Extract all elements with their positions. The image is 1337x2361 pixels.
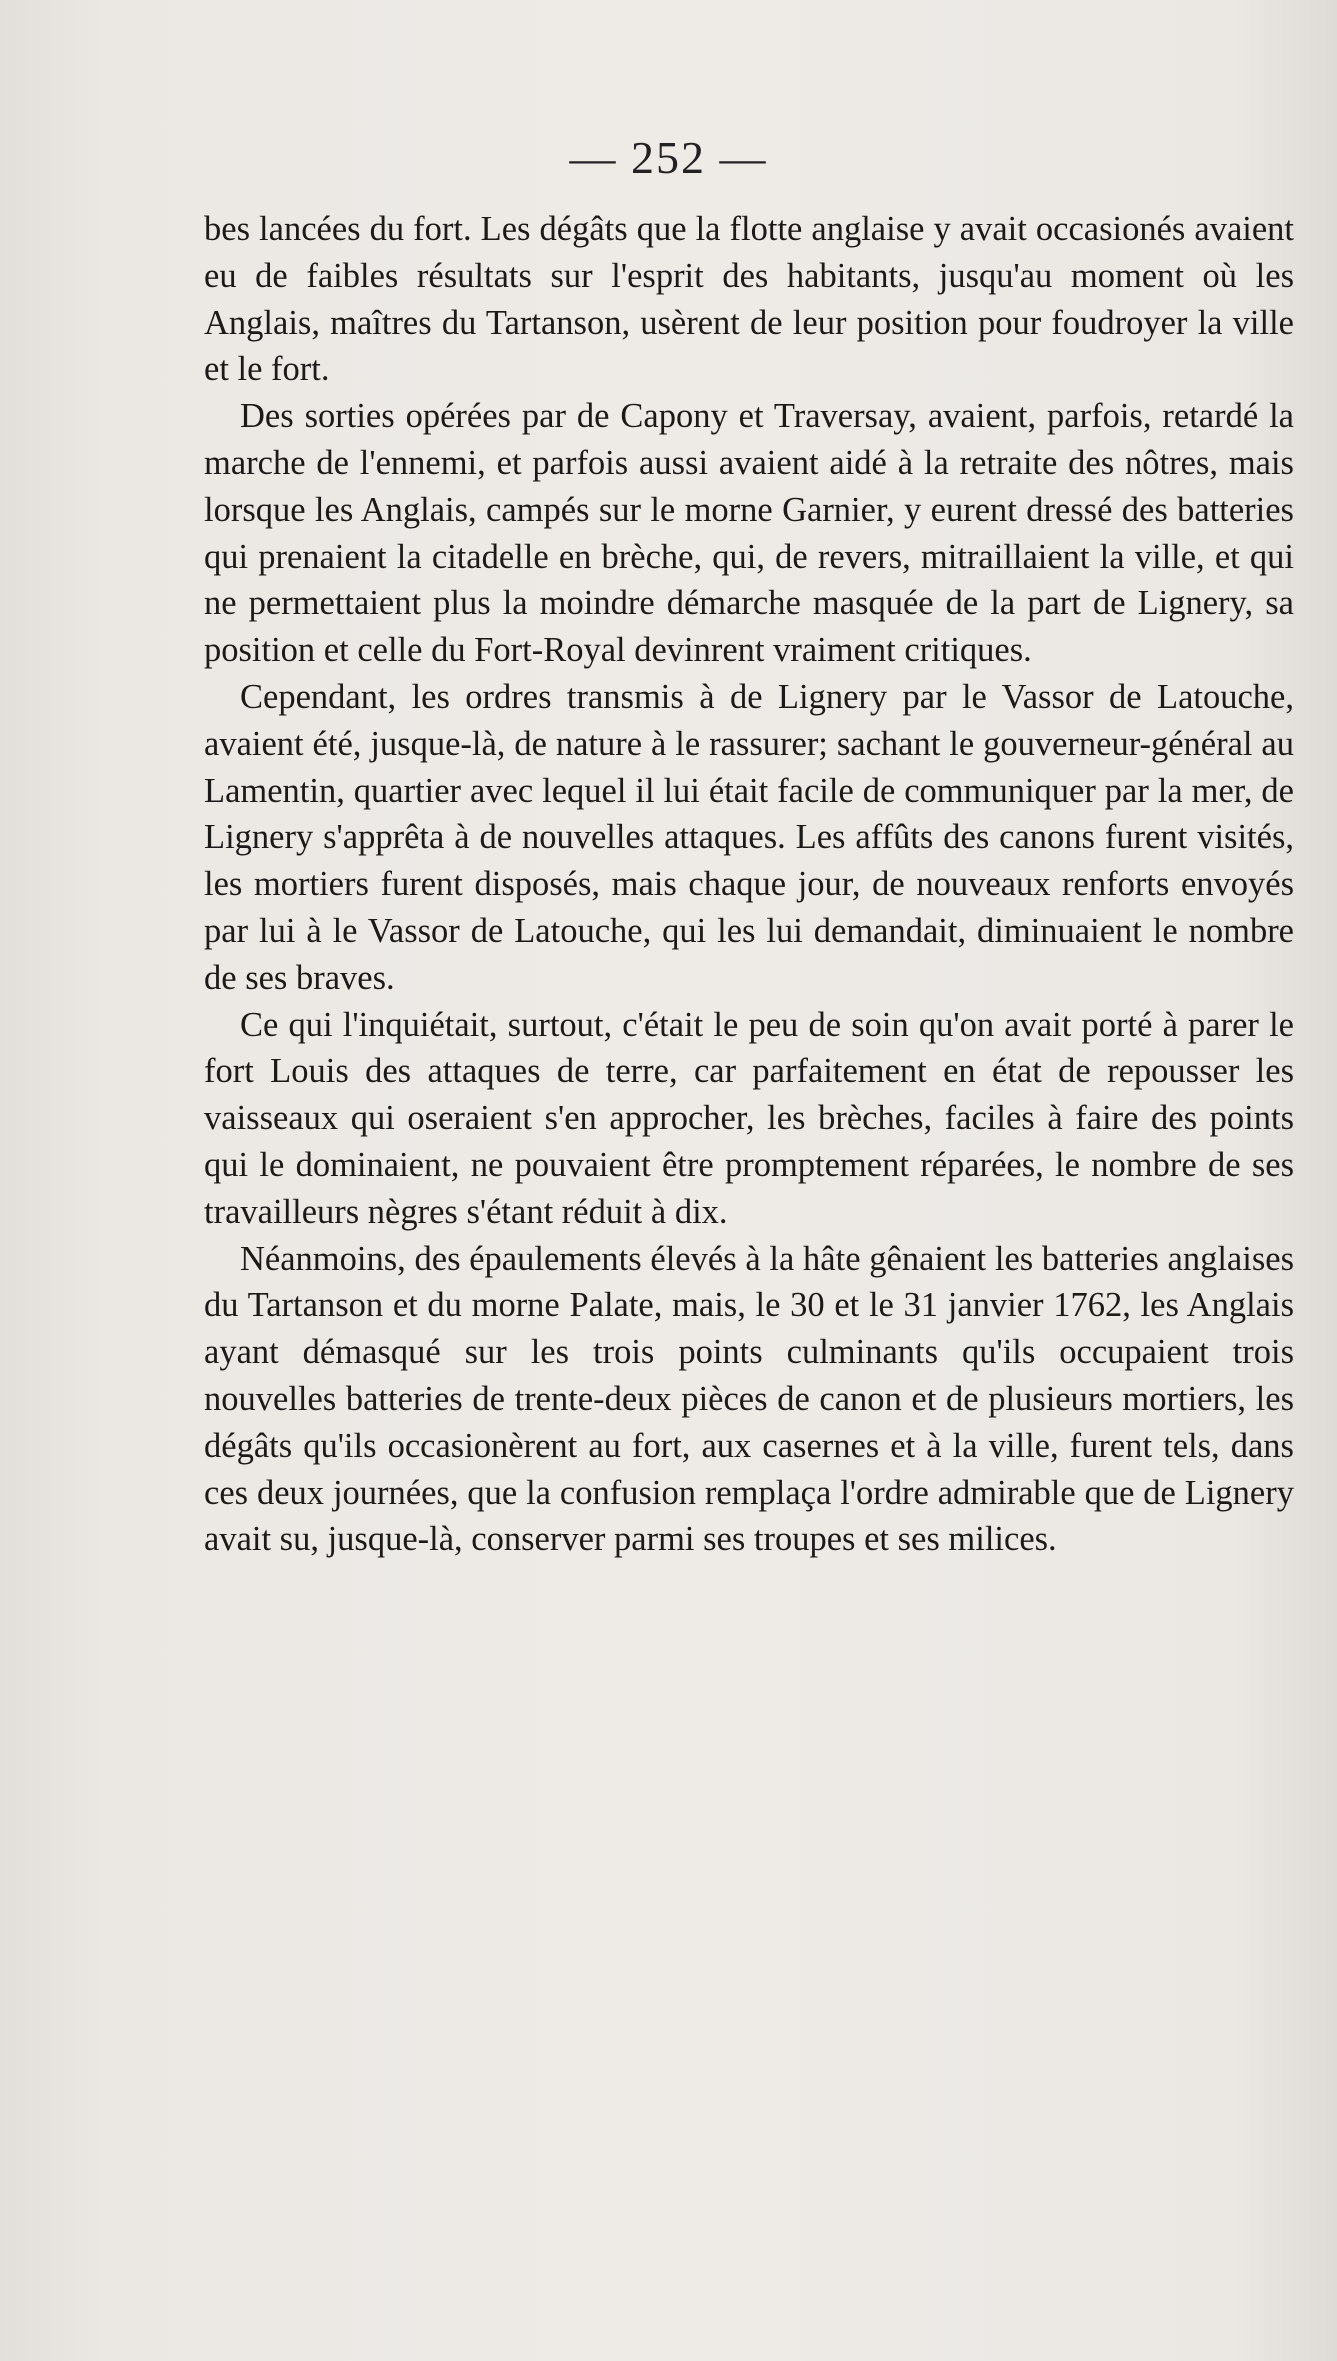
paragraph-3: Cependant, les ordres transmis à de Lignery par le Vassor de Latouche, avaient été, jusque-là, de nature à le rassurer; sachant le gouverneur-général au Lamentin, quartier avec lequel il lui était facile de communiquer par la mer, de Lignery s'apprêta à de nouvelles attaques. Les affûts des canons furent visités, les mortiers furent disposés, mais chaque jour, de nouveaux renforts envoyés par lui à le Vassor de Latouche, qui les lui demandait, diminuaient le nombre de ses braves. <box>204 677 1294 997</box>
paragraph-4: Ce qui l'inquiétait, surtout, c'était le peu de soin qu'on avait porté à parer le fort Louis des attaques de terre, car parfaitement en état de repousser les vaisseaux qui oseraient s'en approcher, les brèches, faciles à faire des points qui le dominaient, ne pouvaient être promptement réparées, le nombre de ses travailleurs nègres s'étant réduit à dix. <box>204 1005 1294 1231</box>
paragraph-2: Des sorties opérées par de Capony et Traversay, avaient, parfois, retardé la marche de l'ennemi, et parfois aussi avaient aidé à la retraite des nôtres, mais lorsque les Anglais, campés sur le morne Garnier, y eurent dressé des batteries qui prenaient la citadelle en brèche, qui, de revers, mitraillaient la ville, et qui ne permettaient plus la moindre démarche masquée de la part de Lignery, sa position et celle du Fort-Royal devinrent vraiment critiques. <box>204 397 1294 670</box>
paragraph-1: bes lancées du fort. Les dégâts que la flotte anglaise y avait occasionés avaient eu de faibles résultats sur l'esprit des habitants, jusqu'au moment où les Anglais, maîtres du Tartanson, usèrent de leur position pour foudroyer la ville et le fort. <box>204 210 1294 389</box>
body-text <box>204 206 1294 1563</box>
page-number: — 252 — <box>569 132 768 183</box>
paragraph-5: Néanmoins, des épaulements élevés à la hâte gênaient les batteries anglaises du Tartanson et du morne Palate, mais, le 30 et le 31 janvier 1762, les Anglais ayant démasqué sur les trois points culminants qu'ils occupaient trois nouvelles batteries de trente-deux pièces de canon et de plusieurs mortiers, les dégâts qu'ils occasionèrent au fort, aux casernes et à la ville, furent tels, dans ces deux journées, que la confusion remplaça l'ordre admirable que de Lignery avait su, jusque-là, conserver parmi ses troupes et ses milices. <box>204 1239 1294 1559</box>
